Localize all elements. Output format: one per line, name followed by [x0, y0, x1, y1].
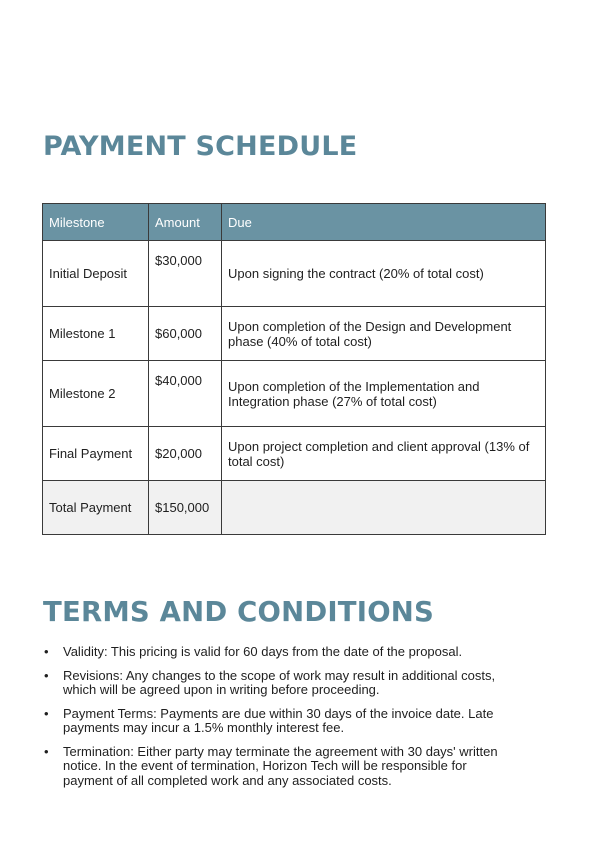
table-row [43, 427, 546, 481]
payment-schedule-table [42, 203, 546, 535]
terms-title: TERMS AND CONDITIONS [43, 596, 434, 628]
cell-amount: $60,000 [149, 307, 222, 361]
payment-schedule-title: PAYMENT SCHEDULE [43, 131, 358, 162]
bullet-icon: • [44, 743, 49, 759]
cell-due: Upon completion of the Implementation and Integration phase (27% of total cost) [222, 361, 546, 427]
cell-milestone: Milestone 1 [43, 307, 149, 361]
bullet-icon: • [44, 667, 49, 683]
cell-amount: $30,000 [149, 241, 222, 307]
terms-list [43, 645, 513, 797]
list-item [43, 669, 513, 698]
total-empty-cell [222, 481, 546, 535]
table-header-row [43, 204, 546, 241]
table-row [43, 307, 546, 361]
list-item [43, 745, 513, 789]
cell-milestone: Initial Deposit [43, 241, 149, 307]
cell-milestone: Final Payment [43, 427, 149, 481]
cell-amount: $20,000 [149, 427, 222, 481]
bullet-icon: • [44, 644, 49, 659]
cell-milestone: Milestone 2 [43, 361, 149, 427]
list-item [43, 707, 513, 736]
term-text: Payment Terms: Payments are due within 30 days of the invoice date. Late payments may incur a 1.5% monthly interest fee. [63, 705, 494, 735]
header-due: Due [222, 204, 546, 241]
total-amount: $150,000 [149, 481, 222, 535]
table-row [43, 241, 546, 307]
term-text: Validity: This pricing is valid for 60 days from the date of the proposal. [63, 644, 463, 659]
total-row [43, 481, 546, 535]
table-row [43, 361, 546, 427]
term-text: Termination: Either party may terminate the agreement with 30 days' written notice. In the event of termination, Horizon Tech will be responsible for payment of all completed work and any associated costs. [63, 743, 498, 788]
header-amount: Amount [149, 204, 222, 241]
bullet-icon: • [44, 705, 49, 721]
cell-amount: $40,000 [149, 361, 222, 427]
header-milestone: Milestone [43, 204, 149, 241]
cell-due: Upon completion of the Design and Development phase (40% of total cost) [222, 307, 546, 361]
term-text: Revisions: Any changes to the scope of work may result in additional costs, which will be agreed upon in writing before proceeding. [63, 667, 496, 697]
list-item [43, 645, 513, 660]
cell-due: Upon project completion and client approval (13% of total cost) [222, 427, 546, 481]
cell-due: Upon signing the contract (20% of total cost) [222, 241, 546, 307]
total-label: Total Payment [43, 481, 149, 535]
